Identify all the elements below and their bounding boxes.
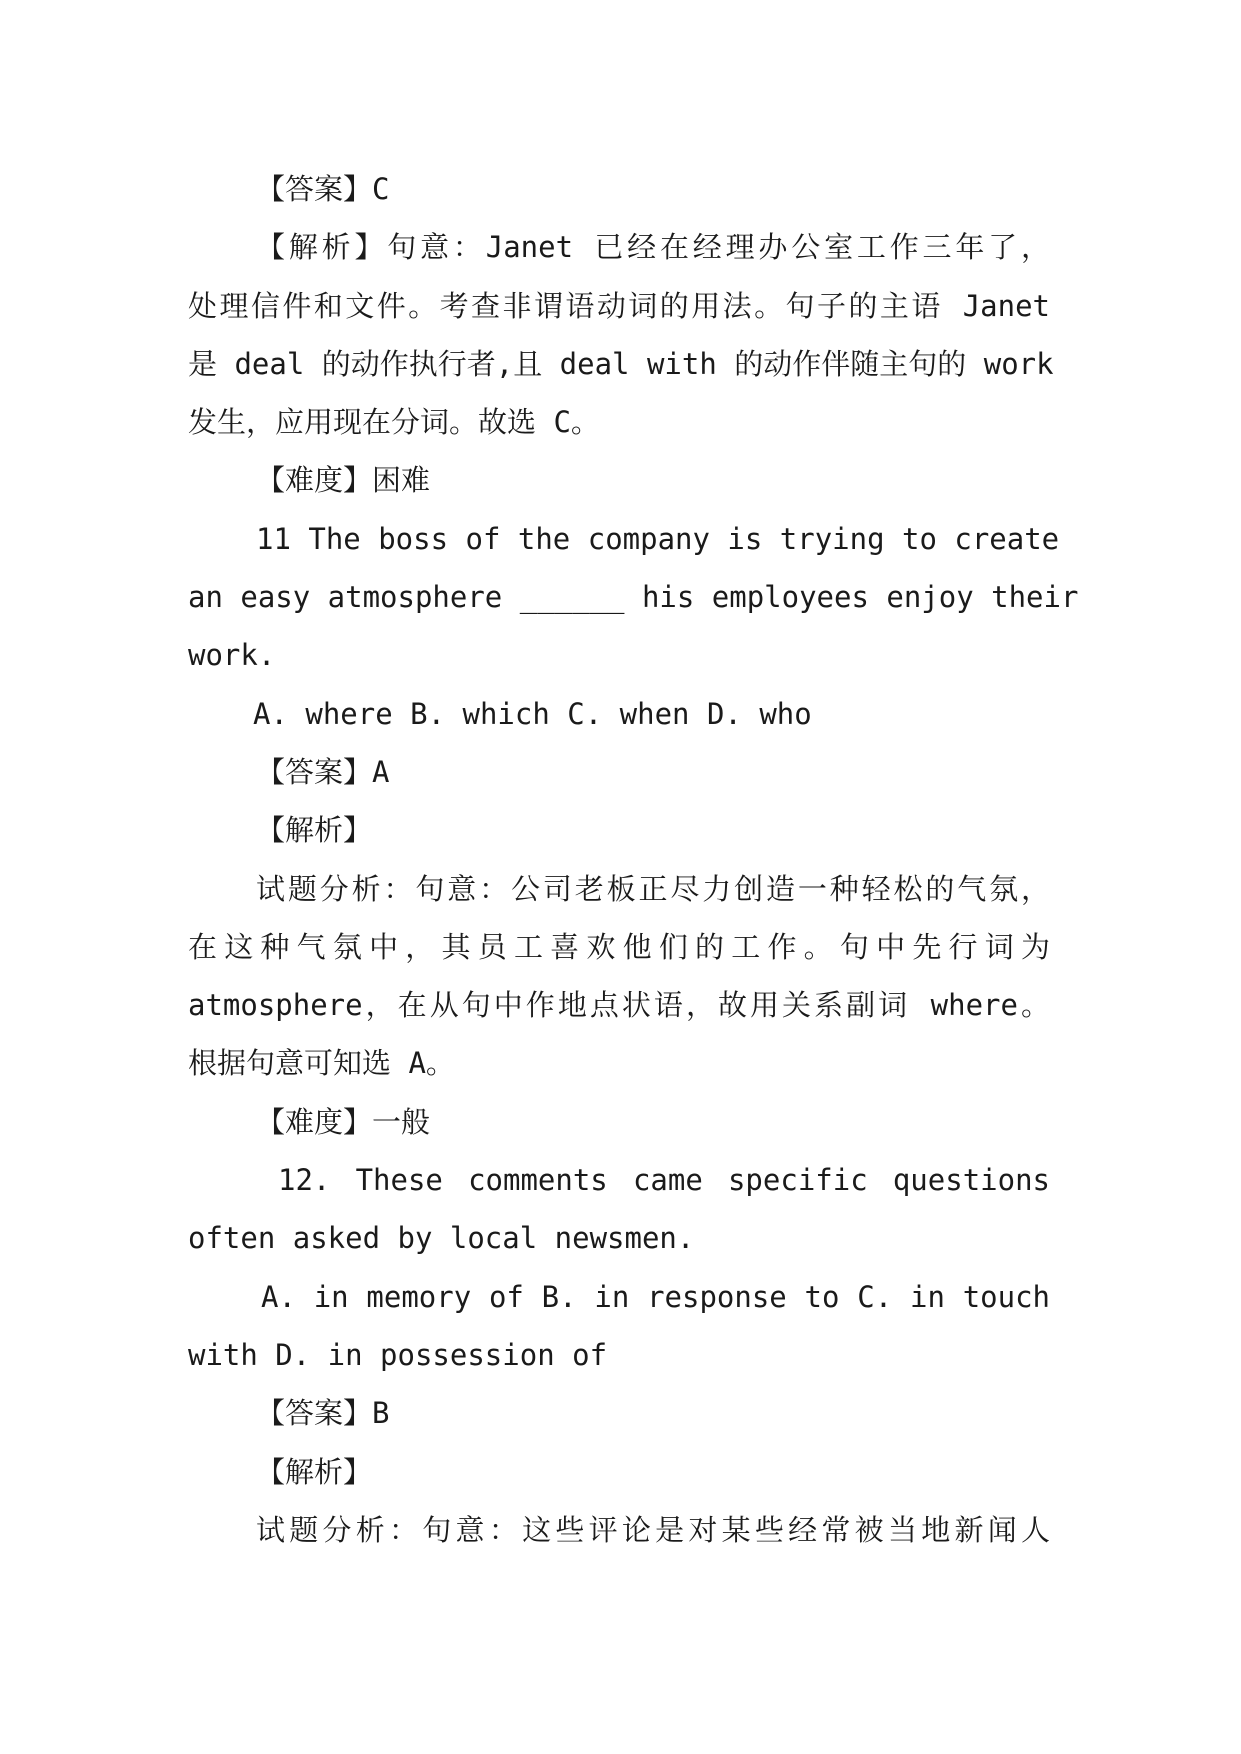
difficulty-label-q10: 【难度】困难 <box>256 463 431 498</box>
question-12-options: with D. in possession of <box>188 1337 608 1372</box>
analysis-line: 试题分析：句意：这些评论是对某些经常被当地新闻人 <box>256 1512 1050 1547</box>
question-11-line: work. <box>188 638 276 673</box>
document-body <box>188 160 1079 1559</box>
analysis-line: atmosphere，在从句中作地点状语，故用关系副词 where。 <box>188 988 1050 1023</box>
analysis-line: 发生，应用现在分词。故选 C。 <box>188 405 600 440</box>
analysis-label-q12: 【解析】 <box>256 1454 373 1489</box>
answer-label-q12: 【答案】B <box>256 1396 390 1431</box>
question-11-options: A. where B. which C. when D. who <box>253 696 812 731</box>
analysis-label-q11: 【解析】 <box>256 813 373 848</box>
analysis-line: 根据句意可知选 A。 <box>188 1046 455 1081</box>
question-11-line: 11 The boss of the company is trying to create <box>256 521 1060 556</box>
analysis-line: 是 deal 的动作执行者,且 deal with 的动作伴随主句的 work <box>188 346 1054 381</box>
answer-label-q11: 【答案】A <box>256 754 390 789</box>
analysis-line: 试题分析：句意：公司老板正尽力创造一种轻松的气氛， <box>256 871 1050 906</box>
question-11-line: an easy atmosphere ______ his employees enjoy their <box>188 580 1079 615</box>
question-12-options: A. in memory of B. in response to C. in touch <box>261 1279 1050 1314</box>
analysis-line: 处理信件和文件。考查非谓语动词的用法。句子的主语 Janet <box>188 288 1050 323</box>
analysis-line: 【解析】句意：Janet 已经在经理办公室工作三年了， <box>256 230 1050 265</box>
analysis-line: 在这种气氛中，其员工喜欢他们的工作。句中先行词为 <box>188 929 1050 964</box>
difficulty-label-q11: 【难度】一般 <box>256 1104 431 1139</box>
question-12-line: 12. These comments came specific questions <box>278 1163 1050 1198</box>
answer-label-q10: 【答案】C <box>256 172 390 206</box>
question-12-line: often asked by local newsmen. <box>188 1221 695 1256</box>
